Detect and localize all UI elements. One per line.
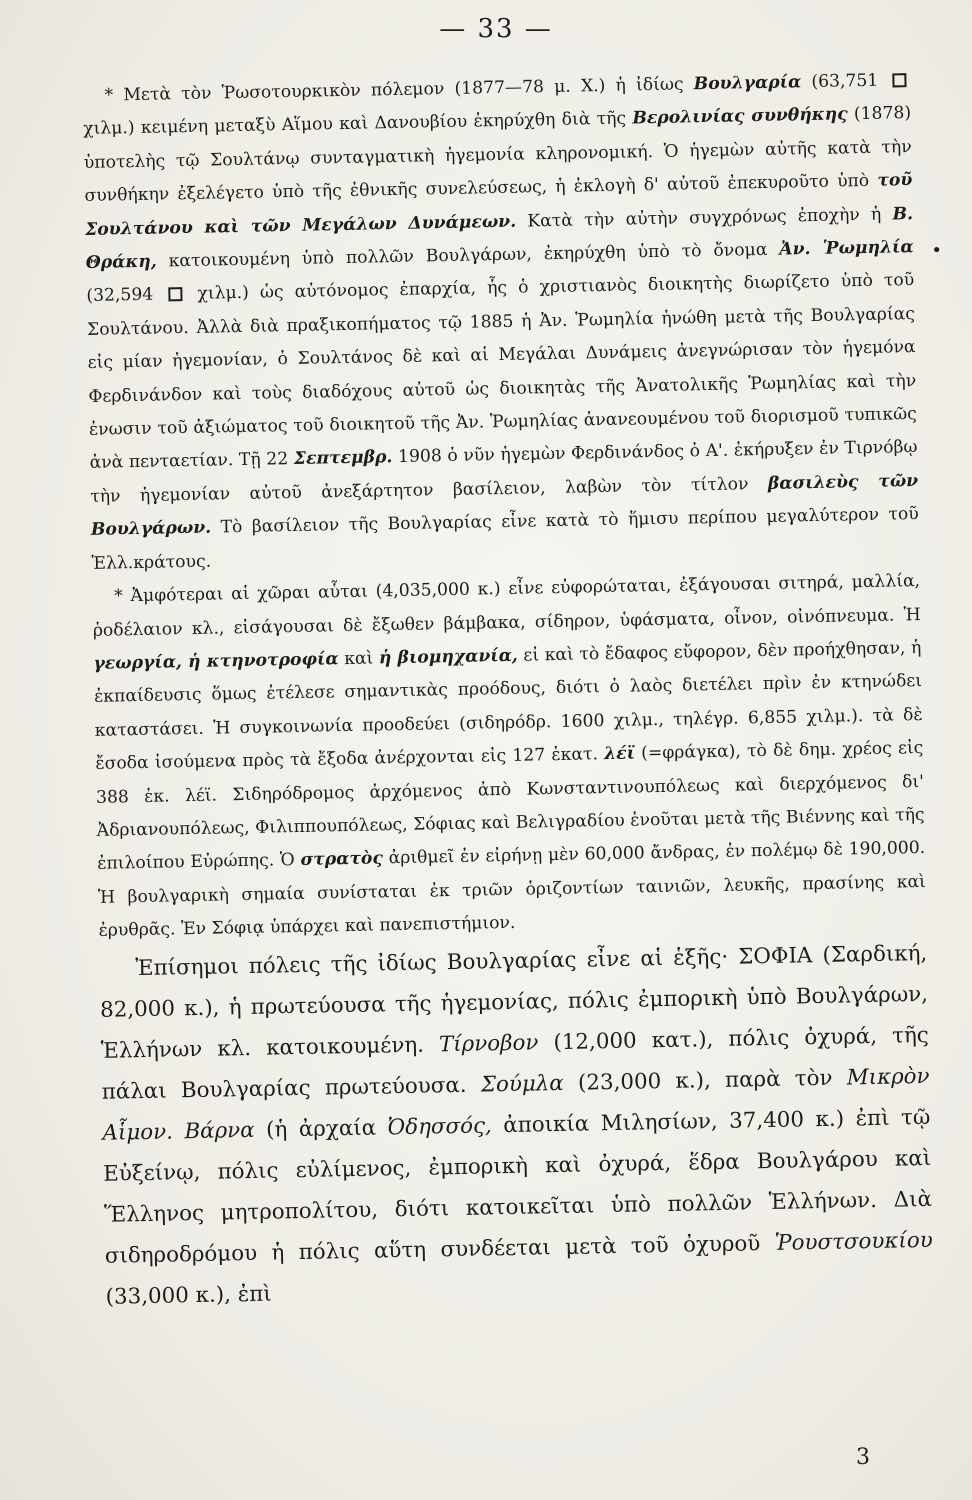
margin-mark: • [931,240,942,261]
page-number: — 33 — [439,14,553,44]
text-run: (63,751 [801,70,889,93]
text-block [82,50,934,1317]
text-run: 1908 ὁ νῦν ἡγεμὼν Φερδινάνδος ὁ Α'. ἐκήρυξεν ἐν Τιρνόβῳ τὴν ἡγεμονίαν αὐτοῦ ἀνεξάρτητον βασίλειον, λαβὼν τὸν τίτλον [90,437,918,507]
emphasis-text: ἡ βιομηχανία, [378,645,519,669]
text-run: (32,594 [86,284,165,307]
emphasis-text: Σούμλα [480,1070,564,1098]
emphasis-text: στρατὸς [300,848,384,871]
paragraph-economy [92,565,927,948]
emphasis-text: τοῦ Σουλτάνου καὶ τῶν Μεγάλων Δυνάμεων. [84,170,913,240]
emphasis-text: Τίρνοβον [438,1029,539,1057]
paragraph-cities [99,933,934,1318]
text-run: (1878) ὑποτελὴς τῷ Σουλτάνῳ συνταγματικὴ ἡγεμονία κληρονομική. Ὁ ἡγεμὼν αὐτῆς κατὰ τὴν συνθήκην ἐξελέγετο ὑπὸ τῆς ἐθνικῆς συνελεύσεως, ἡ ἐκλογὴ δ' αὐτοῦ ἐπεκυροῦτο ὑπὸ [83,103,912,207]
text-run: ἀποικία Μιλησίων, 37,400 κ.) ἐπὶ τῷ Εὐξείνῳ, πόλις εὐλίμενος, ἐμπορικὴ καὶ ὀχυρά, ἕδρα Βουλγάρου καὶ Ἕλληνος μητροπολίτου, διότι κατοικεῖται ὑπὸ πολλῶν Ἑλλήνων. Διὰ σιδηροδρόμου ἡ πόλις αὕτη συνδέεται μετὰ τοῦ ὀχυροῦ [103,1104,933,1269]
text-run: (ἡ ἀρχαία [254,1114,388,1143]
text-run: εἰ καὶ τὸ ἔδαφος εὔφορον, δὲν προήχθησαν, ἡ ἐκπαίδευσις ὅμως ἐτέλεσε σημαντικὰς προόδους, διότι ὁ λαὸς διετέλει πρὶν ἐν κτηνώδει καταστάσει. Ἡ συγκοινωνία προοδεύει (σιδηρόδρ. 1600 χιλμ., τηλέγρ. 6,855 χιλμ.). τὰ δὲ ἔσοδα ἰσούμενα πρὸς τὰ ἔξοδα ἀνέρχονται εἰς 127 ἑκατ. [93,637,923,774]
emphasis-text: γεωργία, ἡ κτηνοτροφία [93,649,339,674]
emphasis-text: Μικρὸν Αἷμον. [102,1063,930,1146]
text-run: χιλμ.) κειμένη μεταξὺ Αἵμου καὶ Δανουβίου ἐκηρύχθη διὰ τῆς [83,108,633,140]
emphasis-text: Βουλγαρία [693,72,802,95]
text-run: (33,000 κ.), ἐπὶ [105,1281,272,1310]
text-run: (12,000 κατ.), πόλις ὀχυρά, τῆς πάλαι Βουλγαρίας πρωτεύουσα. [101,1022,929,1105]
emphasis-text: Ἀν. Ῥωμηλία [779,237,914,260]
text-run: (=φράγκα), τὸ δὲ δημ. χρέος εἰς 388 ἑκ. λέϊ. Σιδηρόδρομος ἀρχόμενος ἀπὸ Κωνσταντινουπόλεως καὶ διερχόμενος δι' Ἀδριανουπόλεως, Φιλιππουπόλεως, Σόφιας καὶ Βελιγραδίου ἑνοῦται μετὰ τῆς Βιέννης καὶ τῆς ἐπιλοίπου Εὐρώπης. Ὁ [95,738,925,875]
text-run [173,1119,185,1144]
emphasis-text: Ῥουστσουκίου [774,1227,933,1256]
emphasis-text: Βερολινίας συνθήκης [632,104,848,129]
text-run: Ἐπίσημοι πόλεις τῆς ἰδίως Βουλγαρίας εἶνε αἱ ἑξῆς· ΣΟΦΙΑ (Σαρδική, 82,000 κ.), ἡ πρωτεύουσα τῆς ἡγεμονίας, πόλις ἐμπορικὴ ὑπὸ Βουλγάρων, Ἑλλήνων κλ. κατοικουμένη. [99,940,929,1064]
paragraph-bulgaria-history [82,50,920,581]
emphasis-text: λέϊ [603,743,636,765]
text-run: καὶ [338,648,380,670]
emphasis-text: βασιλεὺς τῶν Βουλγάρων. [90,470,919,541]
text-run: ἀριθμεῖ ἐν εἰρήνῃ μὲν 60,000 ἄνδρας, ἐν πολέμῳ δὲ 190,000. Ἡ βουλγαρικὴ σημαία συνίσταται ἐκ τριῶν ὁριζοντίων ταινιῶν, λευκῆς, πρασίνης καὶ ἐρυθρᾶς. Ἐν Σόφιᾳ ὑπάρχει καὶ πανεπιστήμιον. [97,838,927,941]
text-run: * Ἀμφότεραι αἱ χῶραι αὗται (4,035,000 κ.) εἶνε εὐφορώταται, ἐξάγουσαι σιτηρά, μαλλία, ῥοδέλαιον κλ., εἰσάγουσαι δὲ ἔξωθεν βάμβακα, σίδηρον, ὑφάσματα, οἶνον, οἰνόπνευμα. Ἡ [92,571,921,641]
text-run: * Μετὰ τὸν Ῥωσοτουρκικὸν πόλεμον (1877—78 μ. Χ.) ἡ ἰδίως [104,74,694,106]
square-unit-icon [168,288,182,302]
emphasis-text: Βάρνα [184,1117,255,1144]
square-unit-icon [892,73,906,87]
text-run: Κατὰ τὴν αὐτὴν συγχρόνως ἐποχὴν ἡ [515,204,893,232]
emphasis-text: Ὀδησσός, [387,1112,492,1140]
text-run: (23,000 κ.), παρὰ τὸν [563,1065,848,1096]
emphasis-text: Β. Θράκη, [85,203,914,273]
sheet-signature: 3 [856,1445,870,1470]
text-run: Τὸ βασίλειον τῆς Βουλγαρίας εἶνε κατὰ τὸ ἥμισυ περίπου μεγαλύτερον τοῦ Ἑλλ.κράτους. [91,504,919,574]
text-run: κατοικουμένη ὑπὸ πολλῶν Βουλγάρων, ἐκηρύχθη ὑπὸ τὸ ὄνομα [156,239,780,272]
text-run: χιλμ.) ὡς αὐτόνομος ἐπαρχία, ἧς ὁ χριστιανὸς διοικητὴς διωρίζετο ὑπὸ τοῦ Σουλτάνου. Ἀλλὰ διὰ πραξικοπήματος τῷ 1885 ἡ Ἀν. Ῥωμηλία ἡνώθη μετὰ τῆς Βουλγαρίας εἰς μίαν ἡγεμονίαν, ὁ Σουλτάνος δὲ καὶ αἱ Μεγάλαι Δυνάμεις ἀνεγνώρισαν τὸν ἡγεμόνα Φερδινάνδον καὶ τοὺς διαδόχους αὐτοῦ ὡς διοικητὰς τῆς Ἀνατολικῆς Ῥωμηλίας καὶ τὴν ἐνωσιν τοῦ ἀξιώματος τοῦ διοικητοῦ τῆς Ἀν. Ῥωμηλίας ἀνανεουμένου τοῦ διορισμοῦ τυπικῶς ἀνὰ πενταετίαν. Τῇ 22 [86,270,918,474]
emphasis-text: Σεπτεμβρ. [293,447,393,470]
